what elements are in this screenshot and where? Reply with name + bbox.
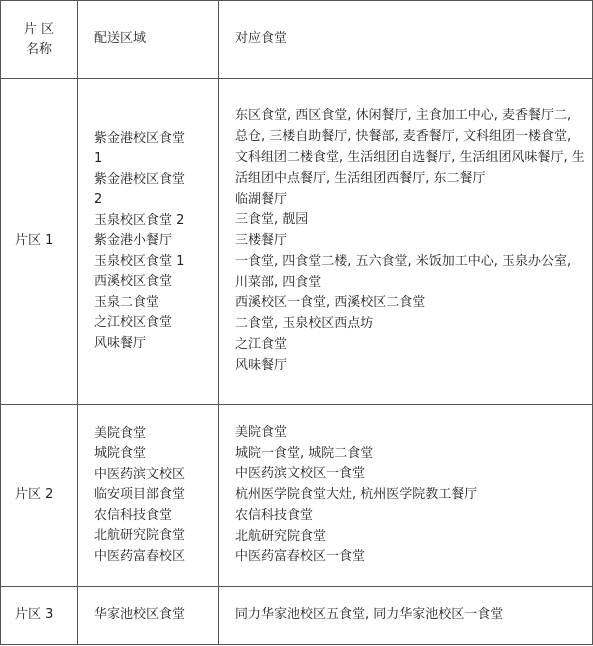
list-item: 紫金港校区食堂: [94, 130, 186, 146]
header-canteens-cell: 对应食堂: [219, 1, 593, 79]
header-zone-line2: 名称: [25, 41, 52, 57]
list-item: 东区食堂, 西区食堂, 休闲餐厅, 主食加工中心, 麦香餐厅二, 总仓, 三楼自助餐厅, 快餐部, 麦香餐厅, 文科组团一楼食堂, 文科组团二楼食堂, 生活组团自选餐厅, 生活组团风味餐厅, 生活组团中点餐厅, 生活组团西餐厅, 东二餐厅: [235, 108, 585, 186]
canteens-cell: [219, 587, 593, 645]
list-item: 西溪校区一食堂, 西溪校区二食堂: [235, 295, 426, 311]
table-header-row: [1, 1, 593, 79]
list-item: 中医药滨文校区: [94, 466, 186, 482]
canteens-cell: [219, 405, 593, 587]
list-item: 1: [94, 151, 103, 167]
delivery-area-cell: [78, 587, 219, 645]
table-row: [1, 405, 593, 587]
delivery-area-cell: [78, 79, 219, 405]
list-item: 美院食堂: [94, 425, 147, 441]
list-item: 二食堂, 玉泉校区西点坊: [235, 316, 374, 332]
list-item: 城院食堂: [94, 446, 147, 462]
list-item: 玉泉校区食堂 2: [94, 212, 185, 228]
list-item: 西溪校区食堂: [94, 274, 173, 290]
list-item: 玉泉校区食堂 1: [94, 253, 185, 269]
header-delivery-cell: 配送区域: [78, 1, 219, 79]
header-zone-cell: [1, 1, 78, 79]
list-item: 中医药滨文校区一食堂: [235, 466, 366, 482]
list-item: 华家池校区食堂: [94, 607, 186, 623]
canteens-cell: [219, 79, 593, 405]
list-item: 中医药富春校区一食堂: [235, 549, 366, 565]
list-item: 农信科技食堂: [235, 507, 314, 523]
list-item: 三食堂, 靓园: [235, 212, 309, 228]
list-item: 玉泉二食堂: [94, 294, 160, 310]
list-item: 风味餐厅: [94, 335, 147, 351]
list-item: 风味餐厅: [235, 357, 288, 373]
delivery-area-cell: [78, 405, 219, 587]
list-item: 城院一食堂, 城院二食堂: [235, 445, 374, 461]
zone-name-cell: 片区 2: [1, 405, 78, 587]
table-row: [1, 79, 593, 405]
zone-name-cell: 片区 3: [1, 587, 78, 645]
list-item: 同力华家池校区五食堂, 同力华家池校区一食堂: [235, 607, 504, 623]
list-item: 杭州医学院食堂大灶, 杭州医学院教工餐厅: [235, 487, 478, 503]
list-item: 美院食堂: [235, 424, 288, 440]
zone-name-cell: 片区 1: [1, 79, 78, 405]
list-item: 临湖餐厅: [235, 191, 288, 207]
list-item: 三楼餐厅: [235, 233, 288, 249]
list-item: 农信科技食堂: [94, 507, 173, 523]
list-item: 之江食堂: [235, 337, 288, 353]
table-row: [1, 587, 593, 645]
list-item: 之江校区食堂: [94, 315, 173, 331]
list-item: 紫金港小餐厅: [94, 233, 173, 249]
list-item: 北航研究院食堂: [94, 528, 186, 544]
list-item: 一食堂, 四食堂二楼, 五六食堂, 米饭加工中心, 玉泉办公室, 川菜部, 四食堂: [235, 253, 572, 290]
list-item: 2: [94, 192, 103, 208]
list-item: 紫金港校区食堂: [94, 171, 186, 187]
header-zone-line1: 片 区: [23, 21, 55, 37]
list-item: 北航研究院食堂: [235, 528, 327, 544]
list-item: 中医药富春校区: [94, 548, 186, 564]
list-item: 临安项目部食堂: [94, 487, 186, 503]
